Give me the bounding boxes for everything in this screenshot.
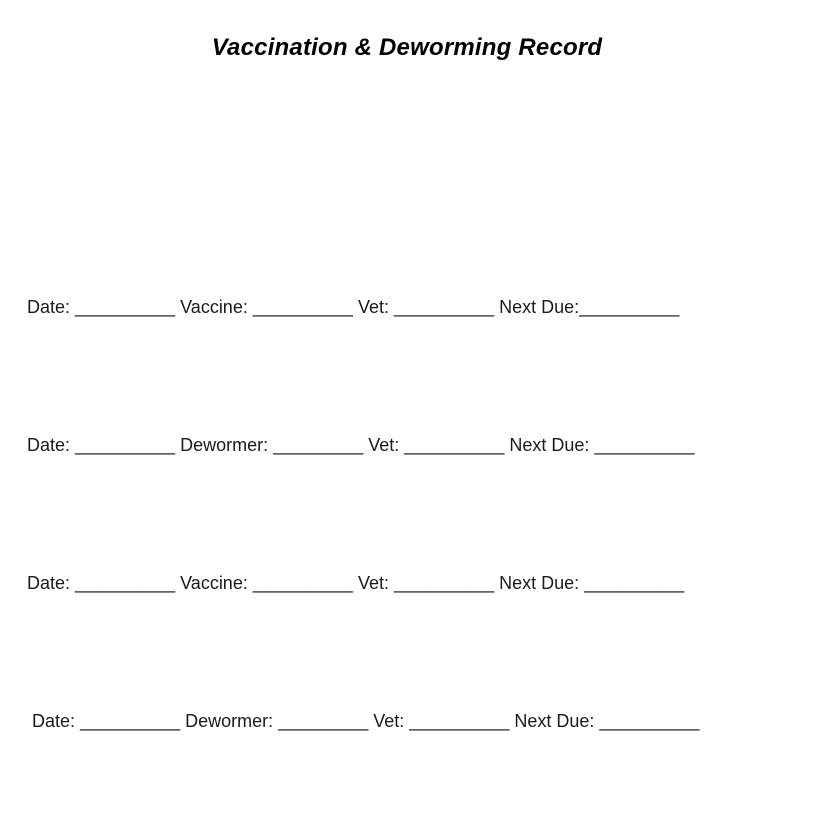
record-line-deworming-1: Date: __________ Dewormer: _________ Vet: __________ Next Due: __________ <box>27 435 695 455</box>
page-title: Vaccination & Deworming Record <box>211 34 603 61</box>
record-line-vaccine-1: Date: __________ Vaccine: __________ Vet: __________ Next Due:__________ <box>27 297 680 317</box>
record-line-deworming-2: Date: __________ Dewormer: _________ Vet: __________ Next Due: __________ <box>32 711 700 731</box>
record-line-vaccine-2: Date: __________ Vaccine: __________ Vet: __________ Next Due: __________ <box>27 573 685 593</box>
